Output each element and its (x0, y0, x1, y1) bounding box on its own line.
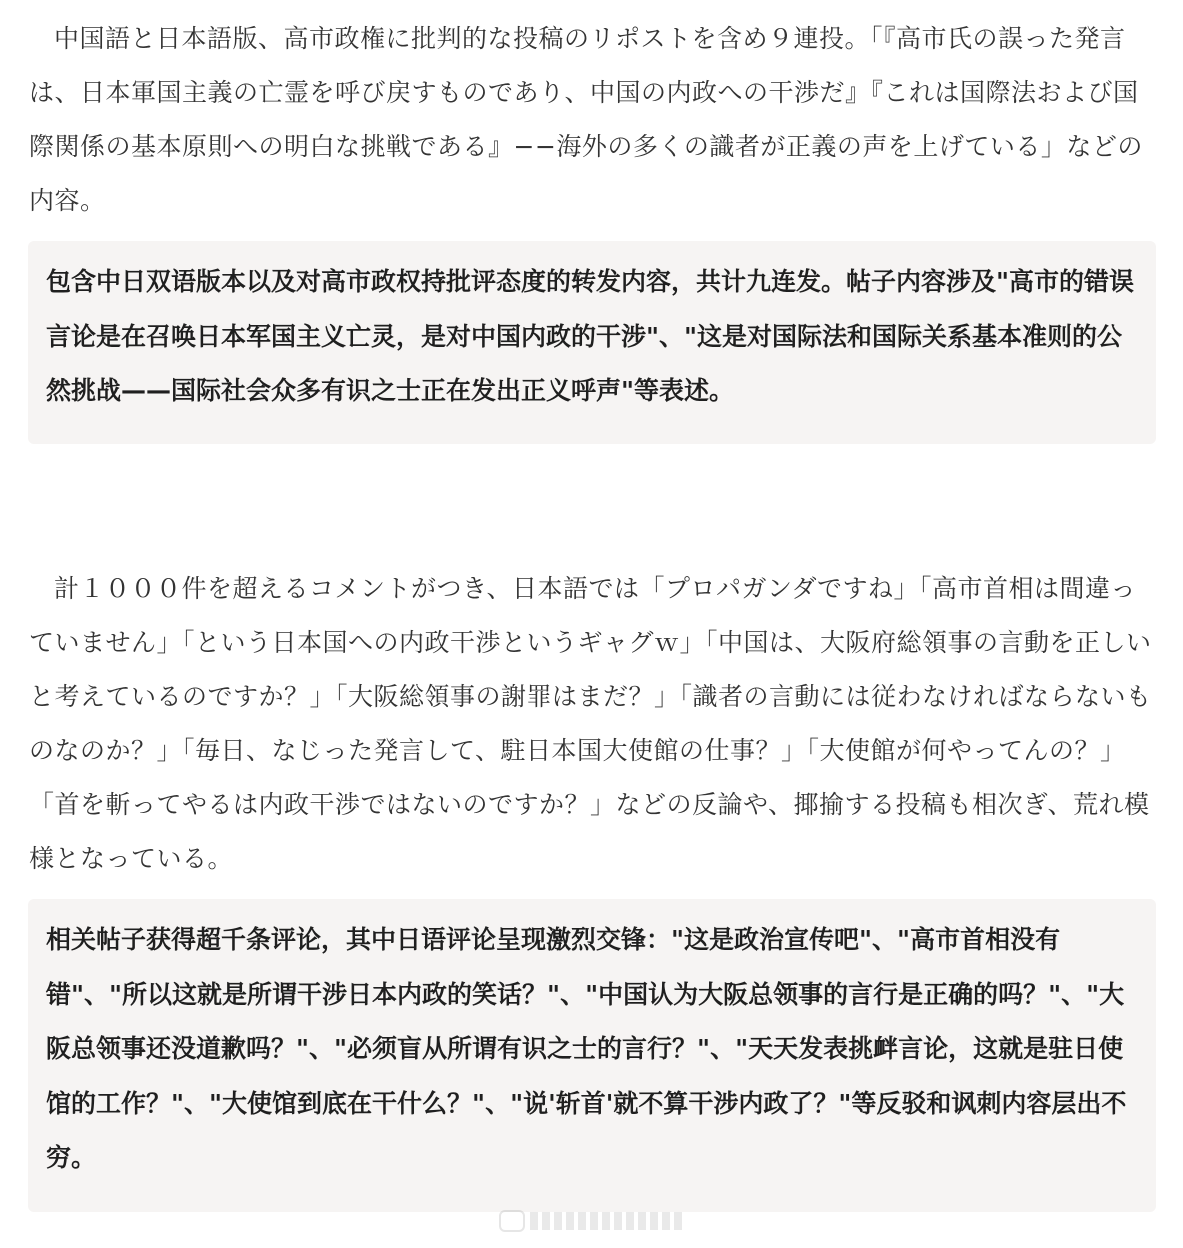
japanese-paragraph-2: 計１０００件を超えるコメントがつき、日本語では「プロパガンダですね」「高市首相は間違っていません」「という日本国への内政干渉というギャグｗ」「中国は、大阪府総領事の言動を正しいと考えているのですか？」「大阪総領事の謝罪はまだ？」「識者の言動には従わなければならないものなのか？」「毎日、なじった発言して、駐日本国大使館の仕事？」「大使館が何やってんの？」「首を斬ってやるは内政干渉ではないのですか？」などの反論や、揶揄する投稿も相次ぎ、荒れ模様となっている。 (29, 574, 1152, 873)
chinese-translation-2: 相关帖子获得超千条评论，其中日语评论呈现激烈交锋："这是政治宣传吧"、"高市首相没有错"、"所以这就是所谓干涉日本内政的笑话？"、"中国认为大阪总领事的言行是正确的吗？"、"大阪总领事还没道歉吗？"、"必须盲从所谓有识之士的言行？"、"天天发表挑衅言论，这就是驻日使馆的工作？"、"大使馆到底在干什么？"、"说'斩首'就不算干涉内政了？"等反驳和讽刺内容层出不穷。 (46, 925, 1127, 1172)
translation-box-2 (28, 899, 1156, 1212)
translation-box-1 (28, 241, 1156, 444)
watermark-logo (498, 1206, 688, 1236)
japanese-paragraph-1: 中国語と日本語版、高市政権に批判的な投稿のリポストを含め９連投。「『高市氏の誤った発言は、日本軍国主義の亡霊を呼び戻すものであり、中国の内政への干渉だ』『これは国際法および国際関係の基本原則への明白な挑戦である』−−海外の多くの識者が正義の声を上げている」などの内容。 (29, 24, 1143, 215)
chinese-translation-1: 包含中日双语版本以及对高市政权持批评态度的转发内容，共计九连发。帖子内容涉及"高市的错误言论是在召唤日本军国主义亡灵，是对中国内政的干涉"、"这是对国际法和国际关系基本准则的公然挑战——国际社会众多有识之士正在发出正义呼声"等表述。 (46, 267, 1135, 405)
